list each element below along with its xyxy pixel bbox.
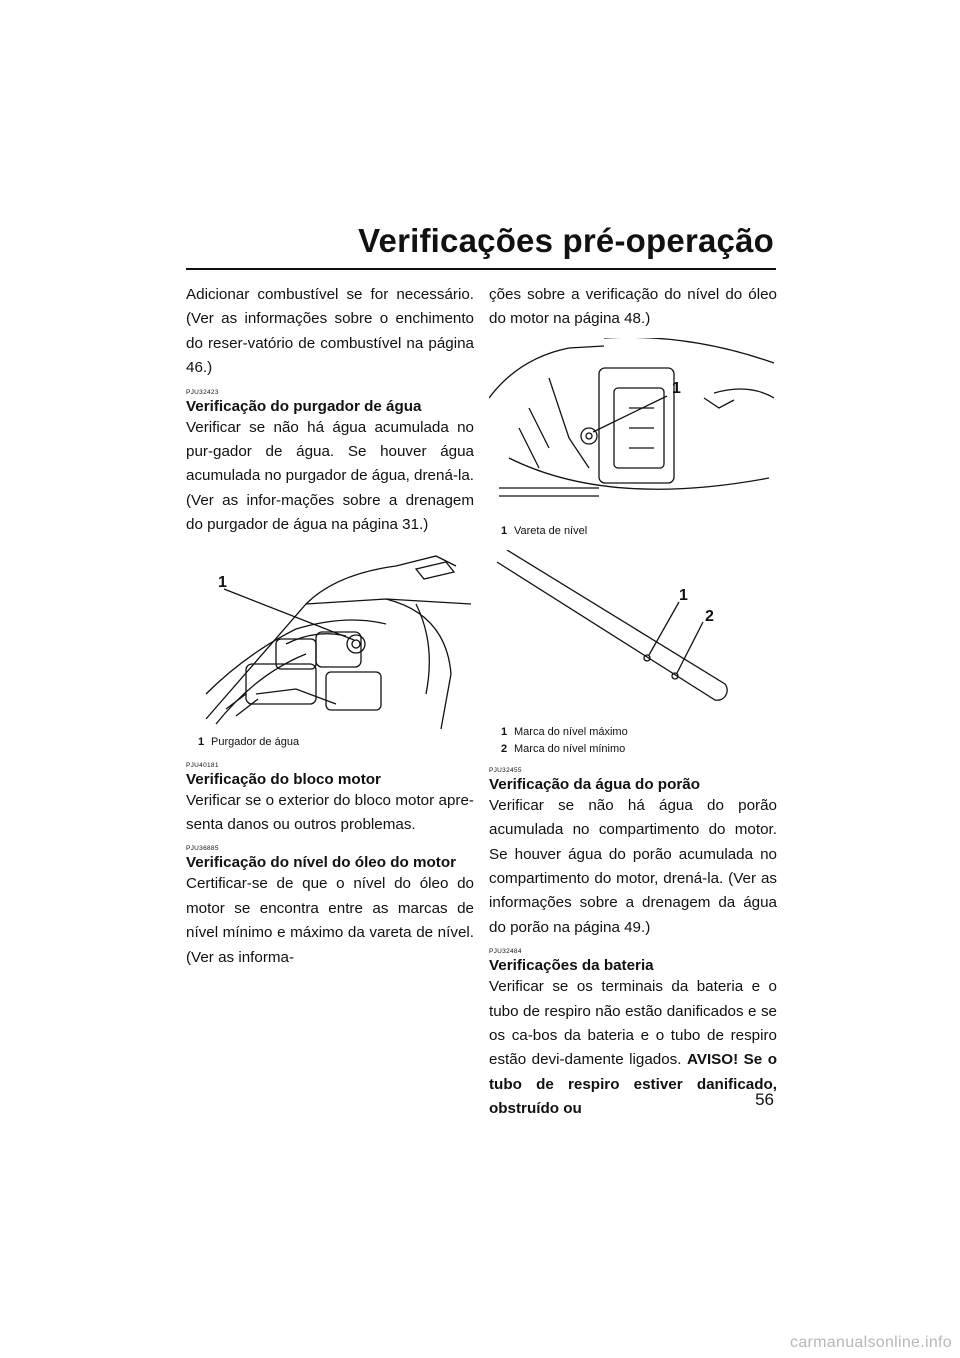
engine-oil-paragraph: Certificar-se de que o nível do óleo do motor se encontra entre as marcas de nível mínimo e máximo da vareta de nível. (Ver as informa- bbox=[186, 875, 474, 966]
section-heading-engine-oil: Verificação do nível do óleo do motor bbox=[186, 854, 457, 872]
title-rule bbox=[186, 268, 776, 270]
battery-warning: AVISO! Se o tubo de respiro estiver danificado, obstruído ou bbox=[489, 1051, 777, 1118]
fig3-caption-min bbox=[501, 741, 777, 758]
battery-paragraph bbox=[489, 975, 777, 1121]
section-heading-bilge-water: Verificação da água do porão bbox=[489, 775, 701, 793]
fig1-caption-text: Purgador de água bbox=[211, 735, 300, 748]
fig3-callout-min: 2 bbox=[705, 607, 714, 625]
section-code: PJU32455 bbox=[489, 766, 522, 774]
fig3-callout-max: 1 bbox=[679, 586, 688, 604]
right-column bbox=[489, 283, 777, 1122]
section-code: PJU32423 bbox=[186, 388, 219, 396]
water-trap-illustration bbox=[186, 544, 474, 734]
fig1-caption-number: 1 bbox=[198, 735, 205, 748]
section-code: PJU40181 bbox=[186, 761, 219, 769]
dipstick-location-illustration bbox=[489, 338, 777, 523]
bilge-water-paragraph: Verificar se não há água do porão acumulada no compartimento do motor. Se houver água do porão acumulada no compartimento do motor, drená-la. (Ver as informações sobre a drenagem da água do porão na página 49.) bbox=[489, 796, 777, 936]
fig3-caption-text: Marca do nível máximo bbox=[514, 725, 628, 738]
fig2-callout: 1 bbox=[672, 379, 681, 397]
battery-text: Verificar se os terminais da bateria e o tubo de respiro não estão danificados e se os ca-bos da bateria e o tubo de respiro estão devi-damente ligados. bbox=[489, 978, 777, 1069]
section-heading-engine-block: Verificação do bloco motor bbox=[186, 770, 381, 788]
fig3-caption-text: Marca do nível mínimo bbox=[514, 742, 626, 755]
engine-block-paragraph: Verificar se o exterior do bloco motor apre-senta danos ou outros problemas. bbox=[186, 791, 474, 834]
dipstick-marks-figure bbox=[489, 550, 777, 758]
fig2-caption-text: Vareta de nível bbox=[514, 524, 588, 537]
fig1-caption bbox=[198, 734, 474, 751]
page-number: 56 bbox=[755, 1090, 774, 1109]
water-trap-paragraph: Verificar se não há água acumulada no pur-gador de água. Se houver água acumulada no purgador de água, drená-la. (Ver as infor-mações sobre a drenagem do purgador de água na página 31.) bbox=[186, 418, 474, 534]
fig3-caption-number: 2 bbox=[501, 742, 508, 755]
fig3-caption-number: 1 bbox=[501, 725, 508, 738]
engine-oil-continued: ções sobre a verificação do nível do óleo do motor na página 48.) bbox=[489, 286, 777, 328]
section-heading-battery: Verificações da bateria bbox=[489, 957, 654, 975]
watermark: carmanualsonline.info bbox=[790, 1334, 952, 1351]
water-trap-figure bbox=[186, 544, 474, 751]
fig2-caption-number: 1 bbox=[501, 524, 508, 537]
left-column bbox=[186, 283, 474, 970]
intro-paragraph: Adicionar combustível se for necessário. (Ver as informações sobre o enchimento do reser-vatório de combustível na página 46.) bbox=[186, 286, 474, 377]
section-code: PJU32484 bbox=[489, 948, 522, 956]
dipstick-marks-illustration bbox=[489, 550, 777, 720]
fig1-callout: 1 bbox=[218, 573, 227, 591]
section-heading-water-trap: Verificação do purgador de água bbox=[186, 397, 422, 415]
section-code: PJU36885 bbox=[186, 845, 219, 853]
fig2-caption bbox=[501, 523, 777, 540]
fig3-caption-max bbox=[501, 724, 777, 741]
dipstick-location-figure bbox=[489, 338, 777, 540]
page-title: Verificações pré-operação bbox=[358, 222, 774, 259]
